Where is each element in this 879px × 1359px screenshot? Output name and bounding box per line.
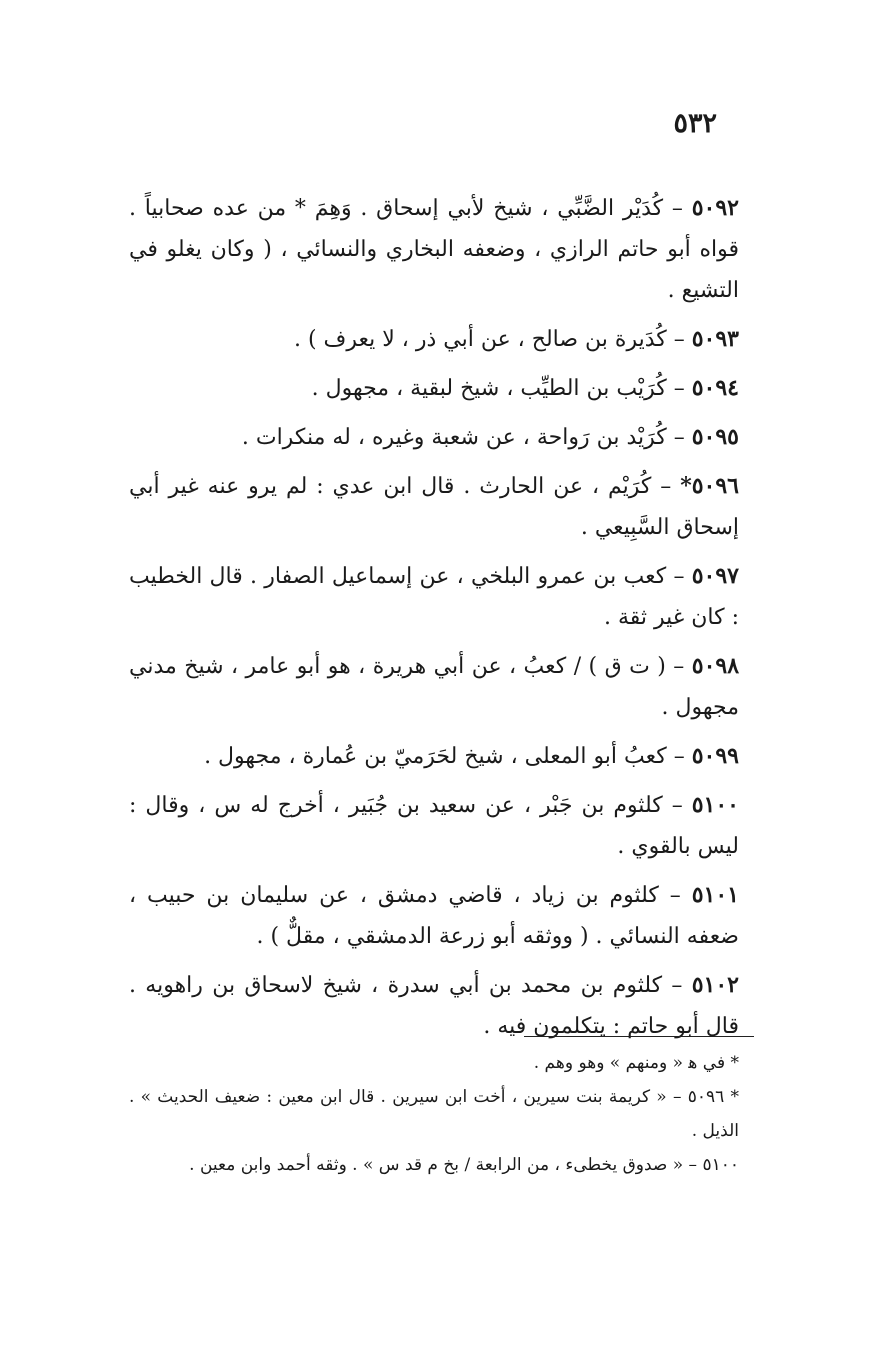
footnote: ٥١٠٠ – « صدوق يخطىء ، من الرابعة / بخ م قد س » . وثقه أحمد وابن معين . [189, 1155, 739, 1175]
entry-5099 [129, 736, 739, 777]
footnotes [129, 1046, 739, 1182]
entry-5098 [129, 646, 739, 728]
entry-5092 [129, 188, 739, 311]
entries-list [129, 188, 739, 1055]
entry-number: ٥١٠١ [691, 882, 739, 908]
entry-text: – ( ت ق ) / كعبُ ، عن أبي هريرة ، هو أبو عامر ، شيخ مدني مجهول . [129, 654, 739, 720]
entry-number: ٥٠٩٧ [691, 563, 739, 589]
entry-number: ٥٠٩٥ [691, 424, 739, 450]
entry-5100 [129, 785, 739, 867]
page-number: ٥٣٢ [673, 108, 717, 139]
entry-number: ٥١٠٠ [691, 792, 739, 818]
footnote: * ٥٠٩٦ – « كريمة بنت سيرين ، أخت ابن سيرين . قال ابن معين : ضعيف الحديث » . الذيل . [129, 1087, 739, 1141]
entry-number: ٥٠٩٨ [691, 653, 740, 679]
entry-5094 [129, 368, 739, 409]
entry-text: – كُرَيْد بن رَواحة ، عن شعبة وغيره ، له منكرات . [241, 425, 685, 450]
entry-text: – كلثوم بن محمد بن أبي سدرة ، شيخ لاسحاق بن راهويه . قال أبو حاتم : يتكلمون فيه . [129, 973, 739, 1039]
entry-number: ٥٠٩٩ [691, 743, 739, 769]
entry-5096 [129, 466, 739, 548]
entry-number: ٥٠٩٦* [680, 473, 739, 499]
entry-text: – كُرَيْب بن الطيِّب ، شيخ لبقية ، مجهول . [311, 376, 685, 401]
entry-number: ٥٠٩٢ [691, 195, 739, 221]
entry-number: ٥١٠٢ [691, 972, 739, 998]
entry-5102 [129, 965, 739, 1047]
entry-text: – كلثوم بن جَبْر ، عن سعيد بن جُبَير ، أخرج له س ، وقال : ليس بالقوي . [129, 793, 739, 859]
entry-5097 [129, 556, 739, 638]
entry-text: – كعبُ أبو المعلى ، شيخ لحَرَميّ بن عُمارة ، مجهول . [204, 744, 685, 769]
entry-text: – كُرَيْم ، عن الحارث . قال ابن عدي : لم يرو عنه غير أبي إسحاق السَّبِيعي . [129, 474, 739, 540]
entry-text: – كلثوم بن زياد ، قاضي دمشق ، عن سليمان بن حبيب ، ضعفه النسائي . ( ووثقه أبو زرعة الدمشقي ، مقلٌّ ) . [129, 883, 739, 949]
entry-text: – كُدَيْر الضَّبِّي ، شيخ لأبي إسحاق . وَهِمَ * من عده صحابياً . قواه أبو حاتم الرازي ، وضعفه البخاري والنسائي ، ( وكان يغلو في التشيع . [129, 196, 739, 303]
entry-5101 [129, 875, 739, 957]
entry-text: – كعب بن عمرو البلخي ، عن إسماعيل الصفار . قال الخطيب : كان غير ثقة . [129, 564, 739, 630]
footnote-divider [524, 1036, 754, 1037]
entry-5095 [129, 417, 739, 458]
entry-number: ٥٠٩٤ [691, 375, 739, 401]
footnote: * في ﻫ « ومنهم » وهو وهم . [533, 1053, 739, 1073]
entry-number: ٥٠٩٣ [691, 326, 739, 352]
entry-5093 [129, 319, 739, 360]
entry-text: – كُدَيرة بن صالح ، عن أبي ذر ، لا يعرف ) . [293, 327, 685, 352]
